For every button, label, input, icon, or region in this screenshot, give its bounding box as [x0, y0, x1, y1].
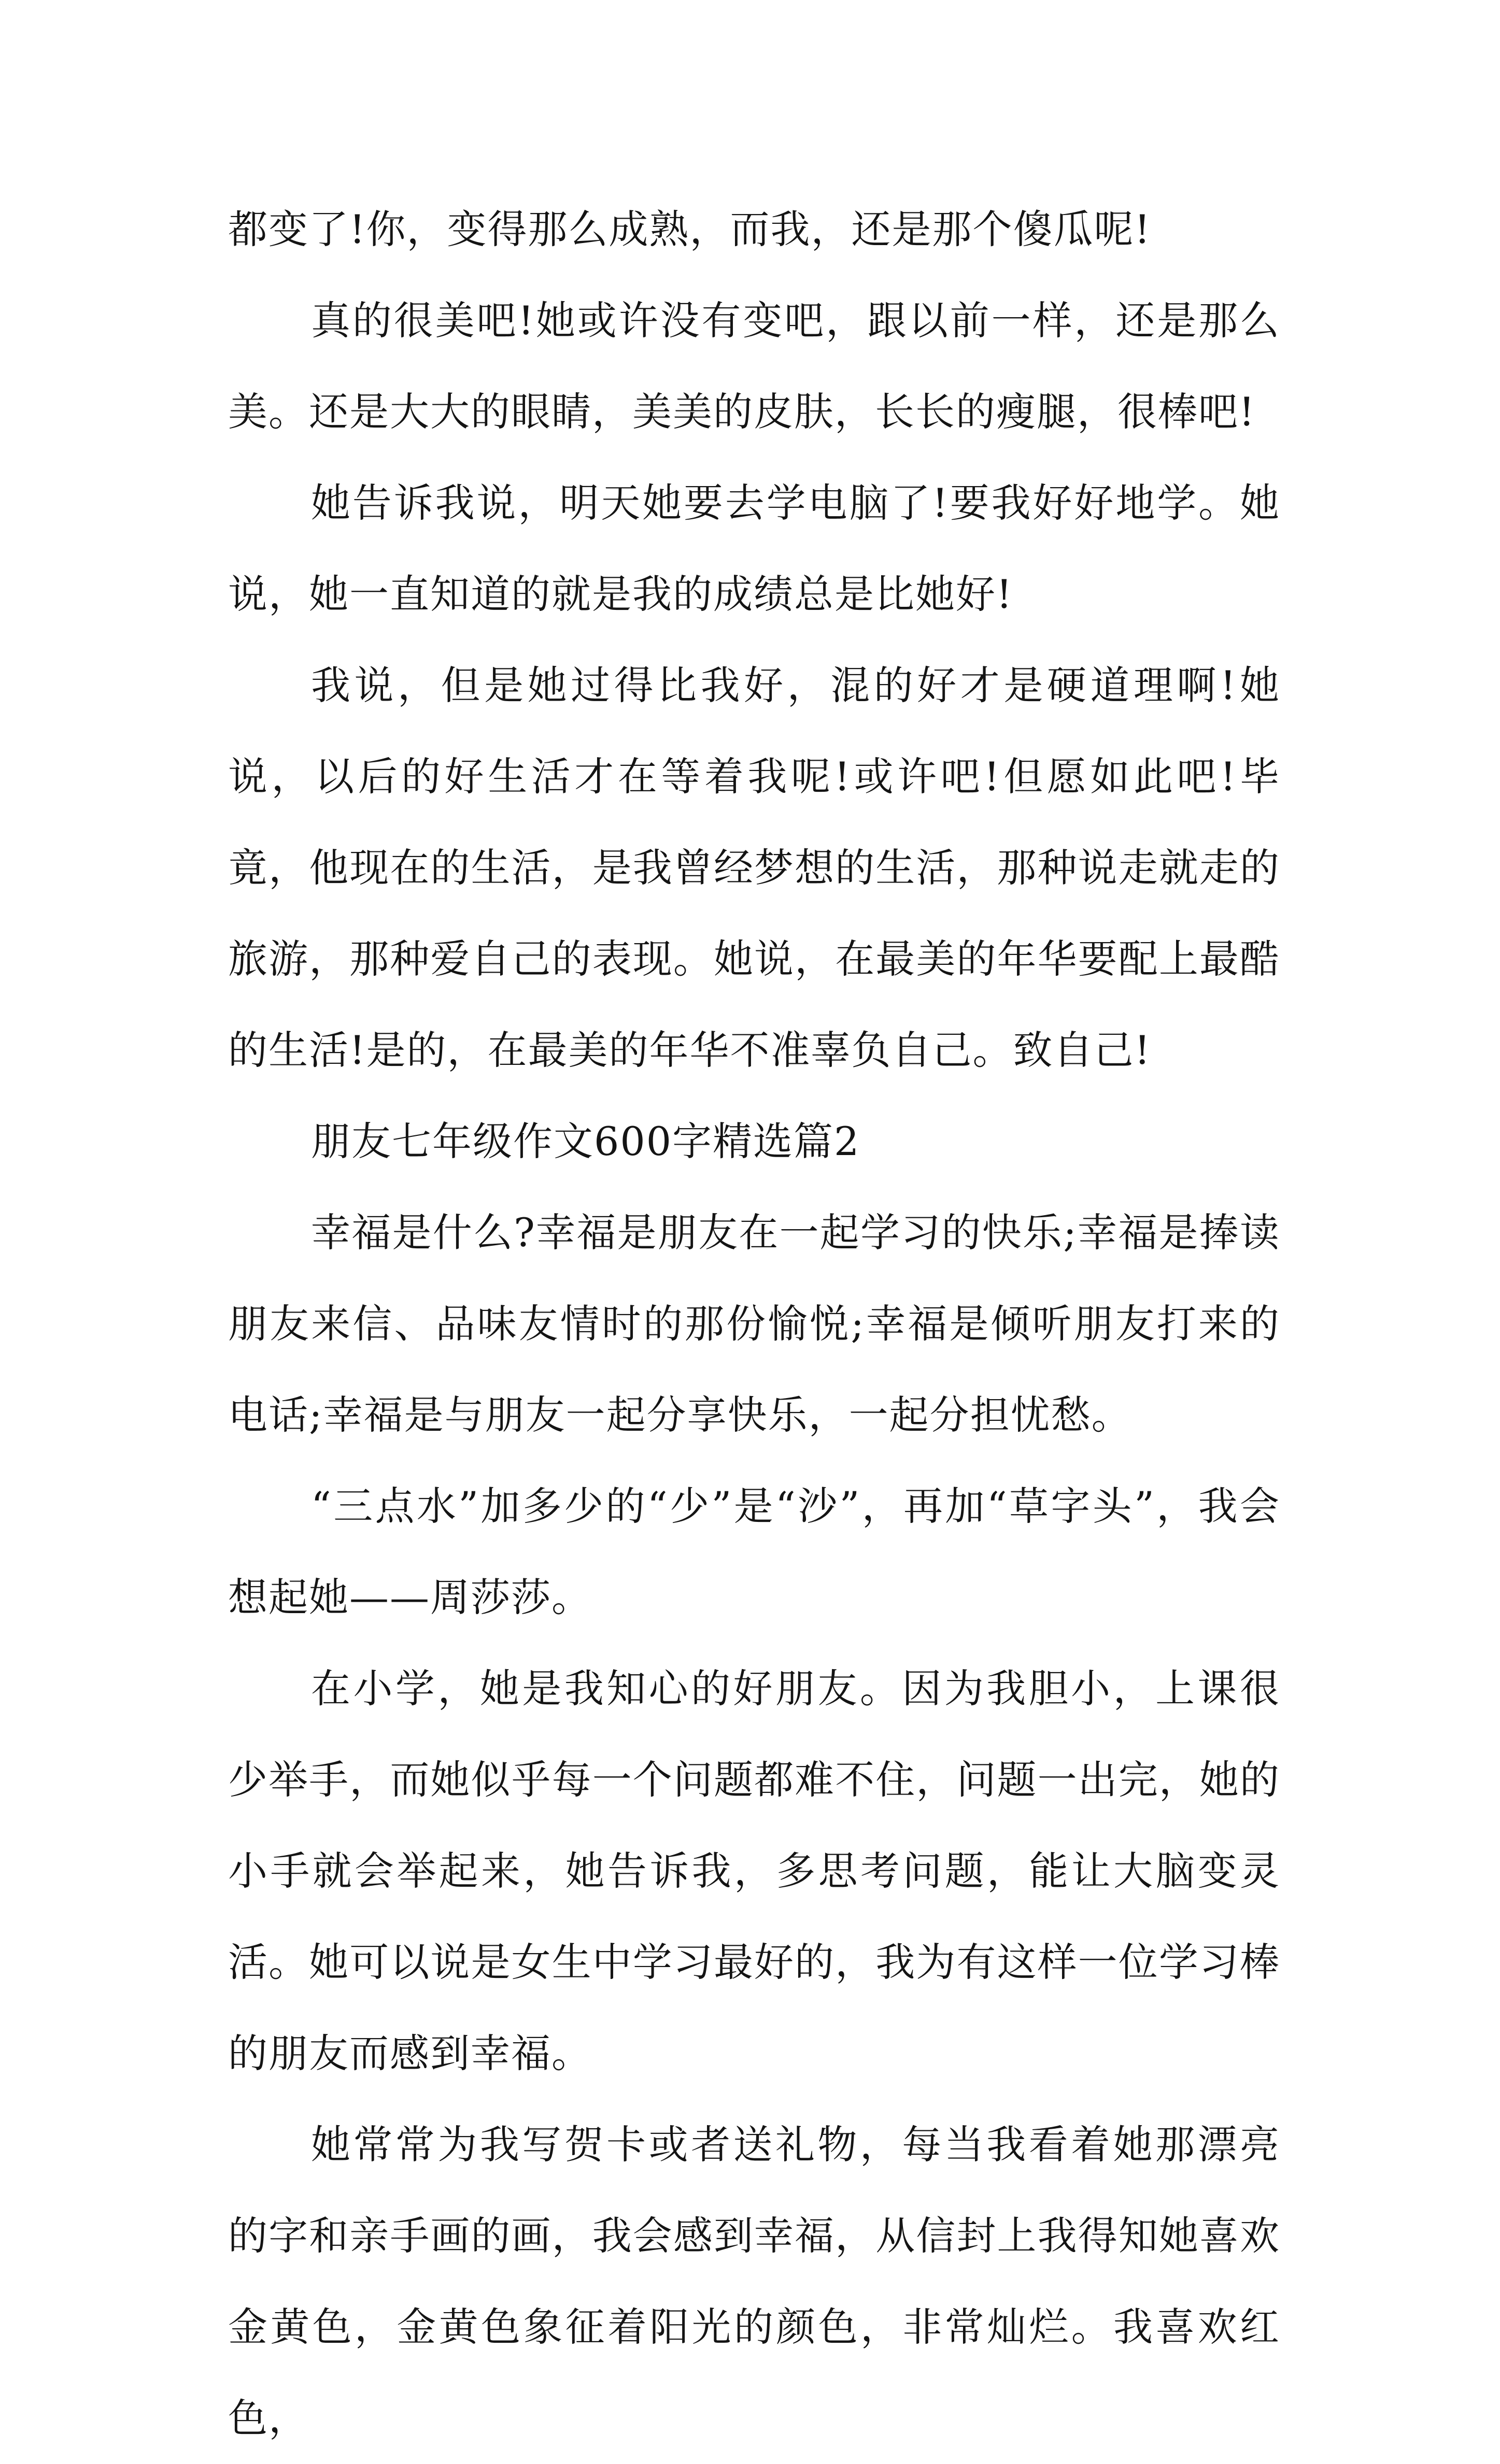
paragraph-continuation: 都变了!你，变得那么成熟，而我，还是那个傻瓜呢! — [228, 206, 1152, 252]
paragraph: 真的很美吧!她或许没有变吧，跟以前一样，还是那么美。还是大大的眼睛，美美的皮肤，长长的瘦腿，很棒吧! — [228, 297, 1280, 435]
paragraph: 在小学，她是我知心的好朋友。因为我胆小，上课很少举手，而她似乎每一个问题都难不住，问题一出完，她的小手就会举起来，她告诉我，多思考问题，能让大脑变灵活。她可以说是女生中学习最好的，我为有这样一位学习棒的朋友而感到幸福。 — [228, 1665, 1280, 2076]
section-heading: 朋友七年级作文600字精选篇2 — [311, 1118, 860, 1164]
paragraph: 我说，但是她过得比我好，混的好才是硬道理啊!她说，以后的好生活才在等着我呢!或许吧!但愿如此吧!毕竟，他现在的生活，是我曾经梦想的生活，那种说走就走的旅游，那种爱自己的表现。她说，在最美的年华要配上最酷的生活!是的，在最美的年华不准辜负自己。致自己! — [228, 662, 1280, 1073]
paragraph: 她告诉我说，明天她要去学电脑了!要我好好地学。她说，她一直知道的就是我的成绩总是比她好! — [228, 480, 1280, 617]
paragraph: “三点水”加多少的“少”是“沙”，再加“草字头”，我会想起她——周莎莎。 — [228, 1483, 1280, 1620]
document-body — [228, 184, 1280, 2464]
paragraph: 她常常为我写贺卡或者送礼物，每当我看着她那漂亮的字和亲手画的画，我会感到幸福，从信封上我得知她喜欢金黄色，金黄色象征着阳光的颜色，非常灿烂。我喜欢红色， — [228, 2121, 1280, 2441]
paragraph: 幸福是什么?幸福是朋友在一起学习的快乐;幸福是捧读朋友来信、品味友情时的那份愉悦;幸福是倾听朋友打来的电话;幸福是与朋友一起分享快乐，一起分担忧愁。 — [228, 1209, 1280, 1438]
